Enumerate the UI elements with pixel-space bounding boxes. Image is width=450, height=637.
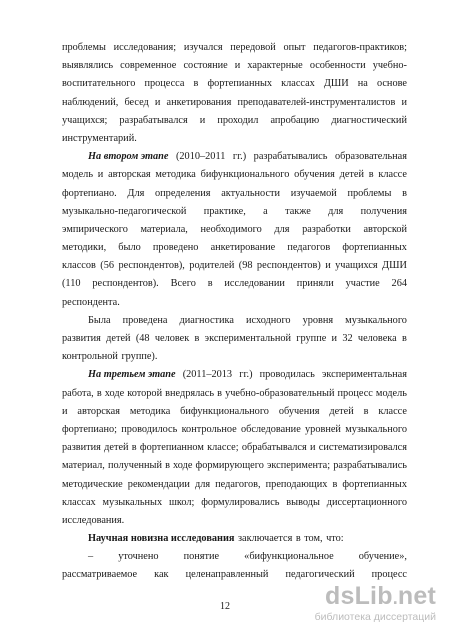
text-word: в <box>368 169 374 181</box>
text-word: характерные <box>247 60 303 72</box>
text-line <box>62 421 407 439</box>
page-number: 12 <box>220 601 230 612</box>
text-word: в <box>194 333 200 344</box>
text-word: и <box>154 96 161 108</box>
text-word: фортепиано. <box>62 187 117 199</box>
text-word: разрабатывались <box>253 151 328 163</box>
text-line <box>62 185 407 203</box>
text-word: музыкально-педагогической <box>62 205 187 217</box>
text-line <box>62 312 407 330</box>
text-line <box>62 112 407 130</box>
text-word: и <box>62 405 68 417</box>
text-word: ходе <box>173 460 193 472</box>
text-word: бесед <box>124 96 149 108</box>
text-word: заключается <box>237 533 293 545</box>
text-word: передовой <box>230 42 276 53</box>
text-word: формирующего <box>195 460 264 472</box>
text-word: в <box>217 387 223 399</box>
text-line <box>62 494 407 512</box>
text-word: материал, <box>62 460 105 472</box>
text-word: экспериментальной <box>204 333 292 344</box>
text-word: образовательная <box>334 151 407 163</box>
text-word: респондентов) <box>256 260 321 272</box>
text-word: педагогический <box>285 569 355 581</box>
text-word: диагностический <box>331 114 407 126</box>
text-word: выводы <box>286 496 320 508</box>
text-word: методика <box>155 169 196 181</box>
text-word: в <box>96 387 102 399</box>
text-word: в <box>207 278 213 290</box>
text-line <box>62 439 407 457</box>
text-word: детей <box>106 333 131 344</box>
text-word: учащихся <box>335 260 378 272</box>
text-word: фортепианных <box>342 478 407 490</box>
text-word: «бифункциональное <box>244 551 334 563</box>
text-word: материала, <box>140 223 188 235</box>
watermark-subtitle: библиотека диссертаций <box>314 611 436 623</box>
text-word: уровня <box>302 314 334 326</box>
text-line <box>62 348 407 366</box>
text-word: рекомендации <box>127 478 190 490</box>
text-word: обучения <box>294 169 335 181</box>
text-word: внедрялась <box>165 387 215 399</box>
watermark-logo <box>306 583 436 611</box>
text-word: авторская <box>108 169 151 181</box>
text-word: (2011–2013 <box>182 369 233 381</box>
text-word: актуальности <box>221 187 281 199</box>
text-word: классе; <box>207 442 239 454</box>
text-word: контрольной <box>62 351 118 363</box>
text-word: формулировались <box>201 496 280 508</box>
text-word: обрабатывался <box>241 442 307 454</box>
text-word: уровней <box>305 423 341 435</box>
text-word: понятие <box>183 551 220 563</box>
text-word: состояние <box>183 60 228 72</box>
text-word: что: <box>326 533 344 545</box>
text-word: родителей <box>189 260 235 272</box>
text-word: анкетирования <box>166 96 232 108</box>
text-line <box>62 403 407 421</box>
text-word: разработки <box>302 223 351 235</box>
text-line <box>62 530 407 548</box>
text-word: для <box>274 223 290 235</box>
text-word: и <box>331 333 338 344</box>
text-line <box>62 294 407 312</box>
text-word: в <box>131 442 137 454</box>
text-line <box>62 130 407 148</box>
text-word: разрабатывался <box>119 114 188 126</box>
text-word: исследования; <box>113 42 177 53</box>
text-word: группе <box>296 333 327 344</box>
text-line <box>62 148 407 166</box>
text-word: также <box>285 205 311 217</box>
text-word: эксперимента; <box>266 460 331 472</box>
text-word: проведена <box>122 314 168 326</box>
text-word: как <box>154 569 169 581</box>
text-word: опыт <box>283 42 306 53</box>
watermark-logo-main: dsLib <box>325 582 393 610</box>
text-word: проблемы <box>62 42 106 53</box>
text-word: респондента. <box>62 296 120 308</box>
text-word: гг.) <box>239 369 253 381</box>
text-line <box>62 57 407 75</box>
text-word: авторская <box>77 405 120 417</box>
text-word: на <box>357 78 368 90</box>
text-word: процесс <box>337 387 373 399</box>
text-word: проходил <box>217 114 259 126</box>
text-word: особенности <box>309 60 366 72</box>
text-word: классах <box>62 496 96 508</box>
text-word: в <box>193 78 199 90</box>
text-line <box>62 75 407 93</box>
text-word: группе). <box>121 351 158 363</box>
text-word: детей <box>329 405 354 417</box>
text-line <box>62 548 407 566</box>
text-word: проводилось <box>121 423 178 435</box>
text-word: которой <box>127 387 163 399</box>
text-word: основе <box>376 78 407 90</box>
text-word: инструментарий. <box>62 132 137 144</box>
document-body <box>62 39 407 585</box>
text-word: в <box>332 478 338 490</box>
text-word: классов <box>62 260 96 272</box>
text-word: для <box>194 478 211 490</box>
text-word: модель <box>375 387 407 399</box>
text-word: (48 <box>135 333 150 344</box>
text-word: детей <box>339 169 364 181</box>
text-line <box>62 166 407 184</box>
text-word: учебно-образовательный <box>225 387 335 399</box>
text-word: (110 <box>62 278 81 290</box>
text-word: педагогов <box>287 242 331 254</box>
text-word: экспериментальная <box>321 369 407 381</box>
text-word: выявлялись <box>62 60 114 72</box>
text-line <box>62 257 407 275</box>
text-line <box>62 385 407 403</box>
text-word: авторской <box>363 223 407 235</box>
text-word: и <box>325 260 331 272</box>
text-word: (56 <box>100 260 115 272</box>
text-word: а <box>263 205 268 217</box>
emphasized-phrase: На третьем этапе <box>88 369 176 381</box>
text-word: необходимого <box>200 223 262 235</box>
text-word: методические <box>62 478 123 490</box>
text-line <box>62 476 407 494</box>
text-word: музыкального <box>345 314 407 326</box>
text-word: преподающих <box>265 478 328 490</box>
text-word: исходного <box>246 314 291 326</box>
text-line <box>62 512 407 530</box>
text-word: (98 <box>238 260 253 272</box>
watermark-logo-tld: net <box>397 582 436 610</box>
text-word: модель <box>62 169 94 181</box>
text-word: ДШИ <box>382 260 407 272</box>
text-word: ходе <box>104 387 125 399</box>
text-word: 264 <box>391 278 407 290</box>
text-word: и <box>199 114 206 126</box>
text-word: контрольное <box>181 423 237 435</box>
text-word: методики, <box>62 242 107 254</box>
text-word: воспитательного <box>62 78 136 90</box>
text-word: (2010–2011 <box>175 151 226 163</box>
text-line <box>62 457 407 475</box>
text-word: было <box>118 242 141 254</box>
text-word: развития <box>62 442 101 454</box>
text-word: ДШИ <box>323 78 349 90</box>
text-word: целенаправленный <box>185 569 269 581</box>
text-word: изучаемой <box>290 187 337 199</box>
text-word: эмпирического <box>62 223 128 235</box>
text-line <box>62 39 407 57</box>
text-word: процесс <box>371 569 407 581</box>
text-line <box>62 275 407 293</box>
text-word: изучался <box>183 42 223 53</box>
text-word: определения <box>155 187 211 199</box>
text-word: систематизировался <box>318 442 407 454</box>
text-word: развития <box>62 333 101 344</box>
text-line <box>62 366 407 384</box>
text-word: для <box>328 205 344 217</box>
text-word: фортепианных <box>342 242 407 254</box>
text-word: в <box>401 333 407 344</box>
text-line <box>62 221 407 239</box>
text-word: участие <box>345 278 380 290</box>
text-word: Была <box>88 314 111 326</box>
text-word: педагогов, <box>215 478 261 490</box>
text-word: классе <box>378 169 407 181</box>
text-word: респондентов). <box>92 278 159 290</box>
text-word: человек <box>154 333 190 344</box>
emphasized-phrase: На втором этапе <box>88 151 169 163</box>
text-word: получения <box>360 205 407 217</box>
text-word: фортепианных <box>207 78 273 90</box>
watermark-logo-dot: . <box>392 588 398 608</box>
text-word: учебно- <box>372 60 407 72</box>
text-word: респондентов), <box>118 260 185 272</box>
text-word: учащихся; <box>62 114 108 126</box>
text-word: в <box>363 405 369 417</box>
text-word: работа, <box>62 387 94 399</box>
text-word: приняли <box>296 278 334 290</box>
text-word: бифункционального <box>180 405 269 417</box>
text-word: современное <box>120 60 177 72</box>
text-word: наблюдений, <box>62 96 119 108</box>
text-word: классах <box>281 78 315 90</box>
text-word: и <box>401 96 407 108</box>
text-word: музыкальных <box>102 496 163 508</box>
text-word: обучение», <box>358 551 407 563</box>
text-word: и <box>97 169 104 181</box>
text-word: методика <box>129 405 171 417</box>
dslib-watermark[interactable] <box>306 583 436 627</box>
text-word: диссертационного <box>326 496 407 508</box>
text-word: диагностика <box>179 314 234 326</box>
text-word: проведено <box>152 242 199 254</box>
text-word: в <box>165 460 170 472</box>
text-word: разрабатывались <box>333 460 407 472</box>
text-word: рассматриваемое <box>62 569 138 581</box>
text-word: – <box>88 551 94 563</box>
text-word: классе <box>378 405 407 417</box>
text-word: фортепианном <box>139 442 204 454</box>
bold-phrase: Научная новизна исследования <box>88 533 235 545</box>
text-word: музыкального <box>345 423 407 435</box>
text-word: и <box>234 60 241 72</box>
text-word: проблемы <box>347 187 392 199</box>
text-word: процесса <box>144 78 185 90</box>
text-word: педагогов-практиков; <box>313 42 407 53</box>
text-word: детей <box>104 442 129 454</box>
text-word: практике, <box>203 205 246 217</box>
text-word: Всего <box>170 278 196 290</box>
text-word: Для <box>127 187 145 199</box>
text-word: бифункционального <box>200 169 290 181</box>
text-word: обследование <box>240 423 301 435</box>
text-word: 32 <box>342 333 353 344</box>
text-word: уточнено <box>118 551 159 563</box>
text-word: в <box>295 533 301 545</box>
text-word: гг.) <box>232 151 247 163</box>
text-word: в <box>402 187 407 199</box>
text-word: проводилась <box>259 369 315 381</box>
text-word: полученный <box>107 460 162 472</box>
text-word: исследовании <box>224 278 285 290</box>
text-word: и <box>309 442 316 454</box>
text-line <box>62 330 407 348</box>
text-word: том, <box>304 533 323 545</box>
text-word: исследования. <box>62 514 125 526</box>
text-word: преподавателей-инструменталистов <box>237 96 396 108</box>
text-word: обучения <box>278 405 320 417</box>
text-line <box>62 94 407 112</box>
text-word: школ; <box>168 496 195 508</box>
text-line <box>62 203 407 221</box>
text-word: апробацию <box>270 114 320 126</box>
text-word: человека <box>357 333 397 344</box>
text-line <box>62 239 407 257</box>
text-word: анкетирование <box>210 242 276 254</box>
text-word: фортепиано; <box>62 423 118 435</box>
